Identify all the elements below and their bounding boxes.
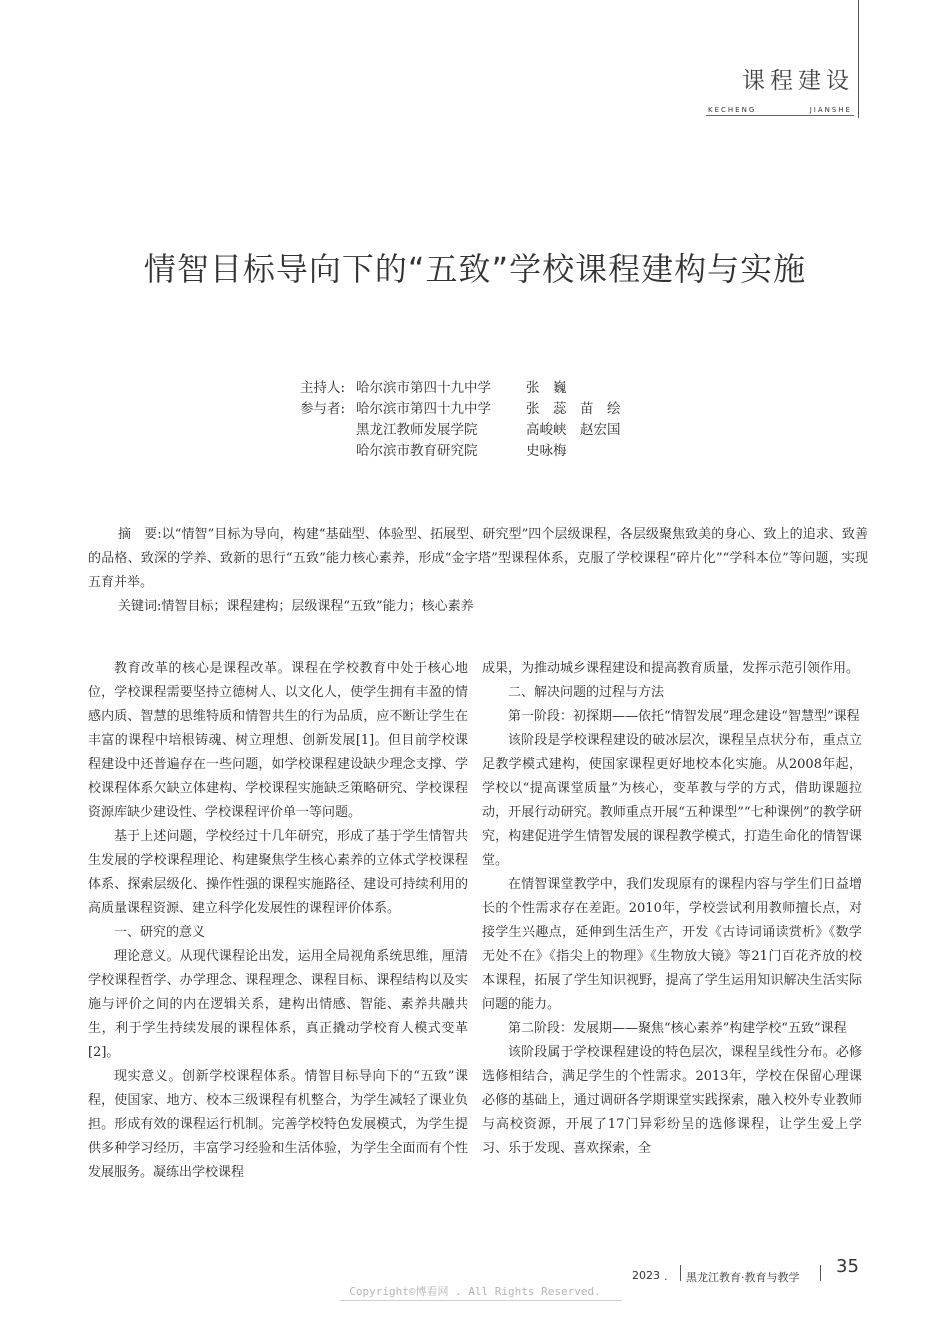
author-row bbox=[300, 399, 621, 420]
author-role bbox=[300, 420, 356, 441]
body-paragraph: 理论意义。从现代课程论出发，运用全局视角系统思维，厘清学校课程哲学、办学理念、课程理念、课程目标、课程结构以及实施与评价之间的内在逻辑关系，建构出情感、智能、素养共融共生，利于学生持续发展的课程体系，真正撬动学校育人模式变革[2]。 bbox=[88, 949, 468, 1060]
abstract-text: 以“情智”目标为导向，构建“基础型、体验型、拓展型、研究型”四个层级课程，各层级聚焦致美的身心、致上的追求、致善的品格、致深的学养、致新的思行“五致”能力核心素养，形成“金字塔”型课程体系，克服了学校课程“碎片化”“学科本位”等问题，实现五育并举。 bbox=[88, 527, 868, 590]
author-institution: 哈尔滨市教育研究院 bbox=[356, 443, 478, 459]
section-subtitle-rule bbox=[706, 115, 854, 116]
author-block bbox=[300, 378, 621, 462]
abstract-block bbox=[88, 523, 868, 619]
author-row bbox=[300, 420, 621, 441]
keywords-label: 关键词: bbox=[118, 599, 162, 614]
body-column-left bbox=[88, 657, 468, 1185]
author-institution: 哈尔滨市第四十九中学 bbox=[356, 380, 491, 396]
body-paragraph: 该阶段是学校课程建设的破冰层次，课程呈点状分布，重点立足教学模式建构，使国家课程更好地校本化实施。从2008年起，学校以“提高课堂质量”为核心，变革教与学的方式，借助课题拉动，开展行动研究。教师重点开展“五种课型”“七种课例”的教学研究，构建促进学生情智发展的课程教学模式，打造生命化的情智课堂。 bbox=[482, 733, 862, 868]
author-role bbox=[300, 441, 356, 462]
author-institution: 黑龙江教师发展学院 bbox=[356, 422, 478, 438]
article-title: 情智目标导向下的“五致”学校课程建构与实施 bbox=[143, 250, 807, 288]
body-paragraph: 该阶段属于学校课程建设的特色层次，课程呈线性分布。必修选修相结合，满足学生的个性需求。2013年，学校在保留心理课必修的基础上，通过调研各学期课堂实践探索，融入校外专业教师与高校资源，开展了17门异彩纷呈的选修课程，让学生爱上学习、乐于发现、喜欢探索，全 bbox=[482, 1045, 862, 1156]
section-heading: 一、研究的意义 bbox=[114, 925, 206, 940]
section-subtitle-right: JIANSHE bbox=[809, 106, 852, 114]
body-paragraph: 在情智课堂教学中，我们发现原有的课程内容与学生们日益增长的个性需求存在差距。2010年，学校尝试利用教师擅长点，对接学生兴趣点，延伸到生活生产，开发《古诗词诵读赏析》《数学无处不在》《指尖上的物理》《生物放大镜》等21门百花齐放的校本课程，拓展了学生知识视野，提高了学生运用知识解决生活实际问题的能力。 bbox=[482, 877, 862, 1012]
footer-divider bbox=[680, 1265, 681, 1281]
header-vertical-rule bbox=[858, 0, 859, 118]
footer-divider bbox=[820, 1265, 821, 1281]
keywords-paragraph bbox=[88, 595, 868, 619]
abstract-label: 摘 要: bbox=[118, 527, 162, 542]
author-row bbox=[300, 441, 621, 462]
copyright-notice: Copyright©博看网 . All Rights Reserved. bbox=[349, 1285, 601, 1298]
body-column-right bbox=[482, 657, 862, 1161]
section-heading: 二、解决问题的过程与方法 bbox=[508, 685, 665, 700]
author-role: 主持人: bbox=[300, 380, 346, 396]
copyright-underline bbox=[340, 1300, 622, 1301]
footer-dot: . bbox=[664, 1270, 668, 1283]
author-names: 张 蕊 苗 绘 bbox=[526, 401, 621, 417]
author-names: 张 巍 bbox=[526, 380, 567, 396]
keywords-text: 情智目标；课程建构；层级课程“五致”能力；核心素养 bbox=[161, 599, 474, 614]
author-names: 高峻峡 赵宏国 bbox=[526, 422, 621, 438]
author-institution: 哈尔滨市第四十九中学 bbox=[356, 401, 491, 417]
author-role: 参与者: bbox=[300, 401, 346, 417]
body-paragraph: 现实意义。创新学校课程体系。情智目标导向下的“五致”课程，使国家、地方、校本三级课程有机整合，为学生减轻了课业负担。形成有效的课程运行机制。完善学校特色发展模式，为学生提供多种学习经历，丰富学习经验和生活体验，为学生全面而有个性发展服务。凝练出学校课程 bbox=[88, 1069, 468, 1180]
author-names: 史咏梅 bbox=[526, 443, 567, 459]
page-number: 35 bbox=[836, 1256, 859, 1277]
footer-year: 2023 bbox=[632, 1269, 660, 1282]
section-subtitle-left: KECHENG bbox=[708, 106, 757, 114]
body-paragraph-continued: 成果，为推动城乡课程建设和提高教育质量，发挥示范引领作用。 bbox=[482, 661, 860, 676]
abstract-paragraph bbox=[88, 523, 868, 595]
body-paragraph: 第一阶段：初探期——依托“情智发展”理念建设“智慧型”课程 bbox=[508, 709, 860, 724]
body-paragraph: 第二阶段：发展期——聚焦“核心素养”构建学校“五致”课程 bbox=[508, 1021, 847, 1036]
section-title: 课程建设 bbox=[742, 68, 854, 94]
body-paragraph: 教育改革的核心是课程改革。课程在学校教育中处于核心地位，学校课程需要坚持立德树人、以文化人，使学生拥有丰盈的情感内质、智慧的思维特质和情智共生的行为品质，应不断让学生在丰富的课程中培根铸魂、树立理想、创新发展[1]。但目前学校课程建设中还普遍存在一些问题，如学校课程建设缺少理念支撑、学校课程体系欠缺立体建构、学校课程实施缺乏策略研究、学校课程资源库缺少建设性、学校课程评价单一等问题。 bbox=[88, 661, 468, 820]
body-paragraph: 基于上述问题，学校经过十几年研究，形成了基于学生情智共生发展的学校课程理论、构建聚焦学生核心素养的立体式学校课程体系、探索层级化、操作性强的课程实施路径、建设可持续利用的高质量课程资源、建立科学化发展性的课程评价体系。 bbox=[88, 829, 468, 916]
section-subtitle bbox=[706, 106, 854, 114]
footer-journal-name: 黑龙江教育·教育与教学 bbox=[686, 1271, 800, 1284]
author-row bbox=[300, 378, 621, 399]
